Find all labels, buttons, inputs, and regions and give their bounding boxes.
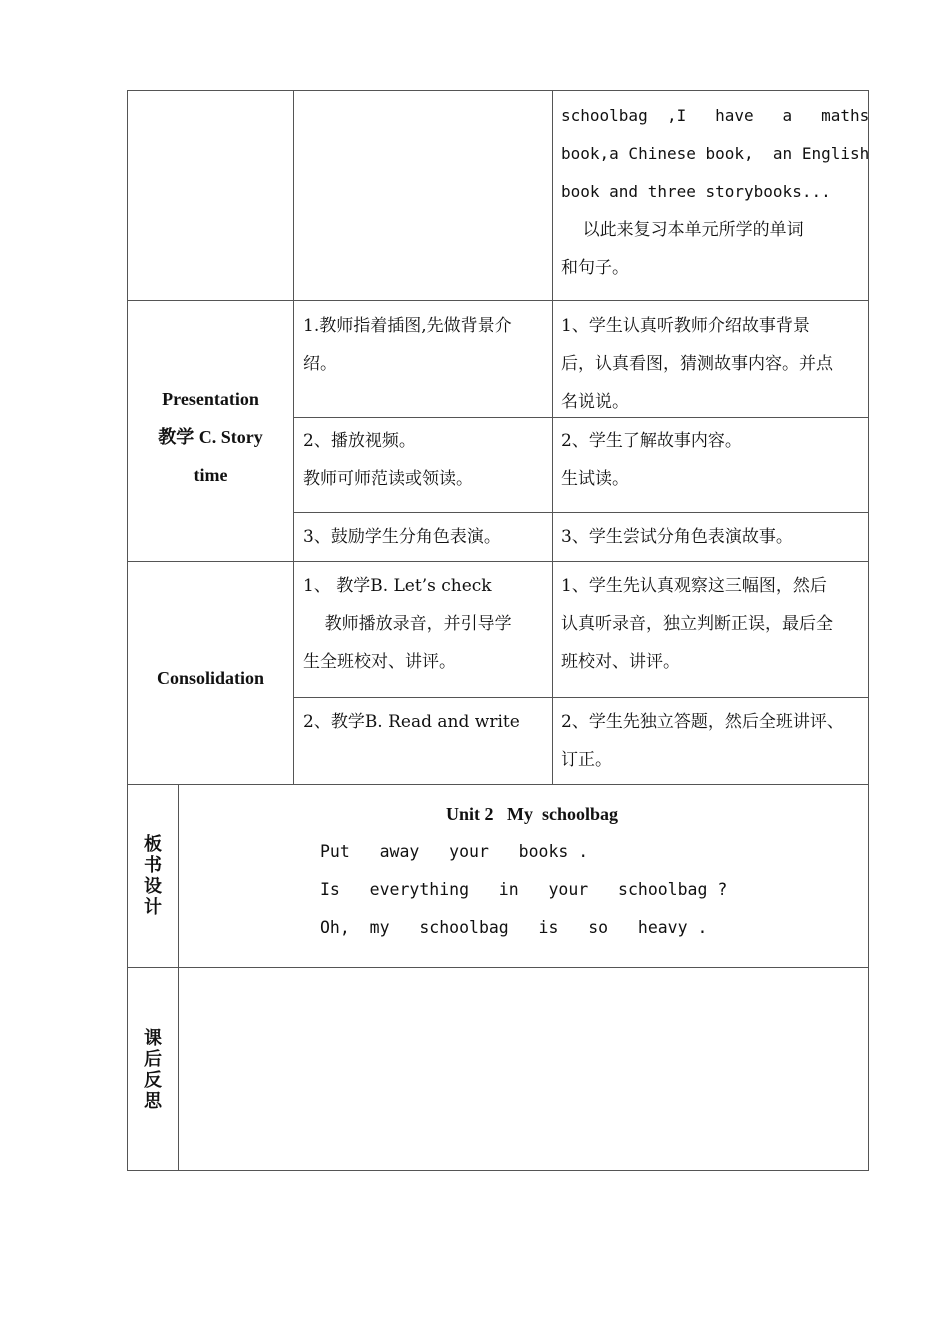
student-activity-line: 2、学生先独立答题，然后全班讲评、 (561, 712, 844, 732)
reflection-label (141, 1028, 165, 1112)
teacher-activity-line: 绍。 (303, 354, 337, 374)
student-activity-line: 1、学生先认真观察这三幅图，然后 (561, 576, 827, 596)
board-line: Oh, my schoolbag is so heavy . (320, 918, 708, 937)
label-char: 书 (144, 855, 162, 876)
stage-label-line: Presentation (162, 389, 259, 409)
student-activity-line: book and three storybooks... (561, 182, 831, 201)
board-design-label (141, 834, 165, 918)
student-activity-line: schoolbag ,I have a maths (561, 106, 870, 125)
student-activity-line: 以此来复习本单元所学的单词 (561, 220, 804, 240)
label-char: 反 (144, 1070, 162, 1091)
student-activity-line: 名说说。 (561, 392, 629, 412)
label-char: 板 (144, 834, 162, 855)
student-activity-line: 3、学生尝试分角色表演故事。 (561, 527, 793, 547)
stage-label-line: Consolidation (156, 668, 265, 688)
stage-label-consolidation (128, 659, 293, 697)
board-line: Is everything in your schoolbag ? (320, 880, 728, 899)
teacher-activity-line: 2、教学B. Read and write (303, 712, 520, 732)
teacher-activity-line (303, 567, 492, 605)
teacher-activity-line: 教师可师范读或领读。 (303, 469, 473, 489)
label-char: 计 (144, 897, 162, 918)
label-char: 后 (144, 1049, 162, 1070)
teacher-activity-line: 教师播放录音，并引导学 (303, 614, 512, 634)
student-activity-line: 2、学生了解故事内容。 (561, 431, 742, 451)
board-line: Put away your books . (320, 842, 589, 861)
label-char: 课 (144, 1028, 162, 1049)
teacher-activity-line: 2、播放视频。 (303, 431, 416, 451)
label-char: 设 (144, 876, 162, 897)
student-activity-line: 后，认真看图，猜测故事内容。并点 (561, 354, 833, 374)
stage-label-presentation (128, 380, 293, 494)
student-activity-line: 1、学生认真听教师介绍故事背景 (561, 316, 810, 336)
student-activity-line: book,a Chinese book, an English (561, 144, 870, 163)
reflection-content-area (179, 968, 868, 1170)
teacher-activity-line: 3、鼓励学生分角色表演。 (303, 527, 501, 547)
stage-label-line: time (193, 465, 228, 485)
student-activity-line: 生试读。 (561, 469, 629, 489)
label-char: 思 (144, 1091, 162, 1112)
stage-label-line: 教学 C. Story (158, 427, 263, 447)
teacher-activity-line: 1.教师指着插图,先做背景介 (303, 316, 512, 336)
student-activity-line: 班校对、讲评。 (561, 652, 680, 672)
teacher-activity-text: 1、 教学B. Let’s check (303, 576, 492, 596)
student-activity-line: 认真听录音，独立判断正误，最后全 (561, 614, 833, 634)
student-activity-line: 和句子。 (561, 258, 629, 278)
student-activity-line: 订正。 (561, 750, 612, 770)
board-title: Unit 2 My schoolbag (446, 804, 619, 824)
teacher-activity-line: 生全班校对、讲评。 (303, 652, 456, 672)
